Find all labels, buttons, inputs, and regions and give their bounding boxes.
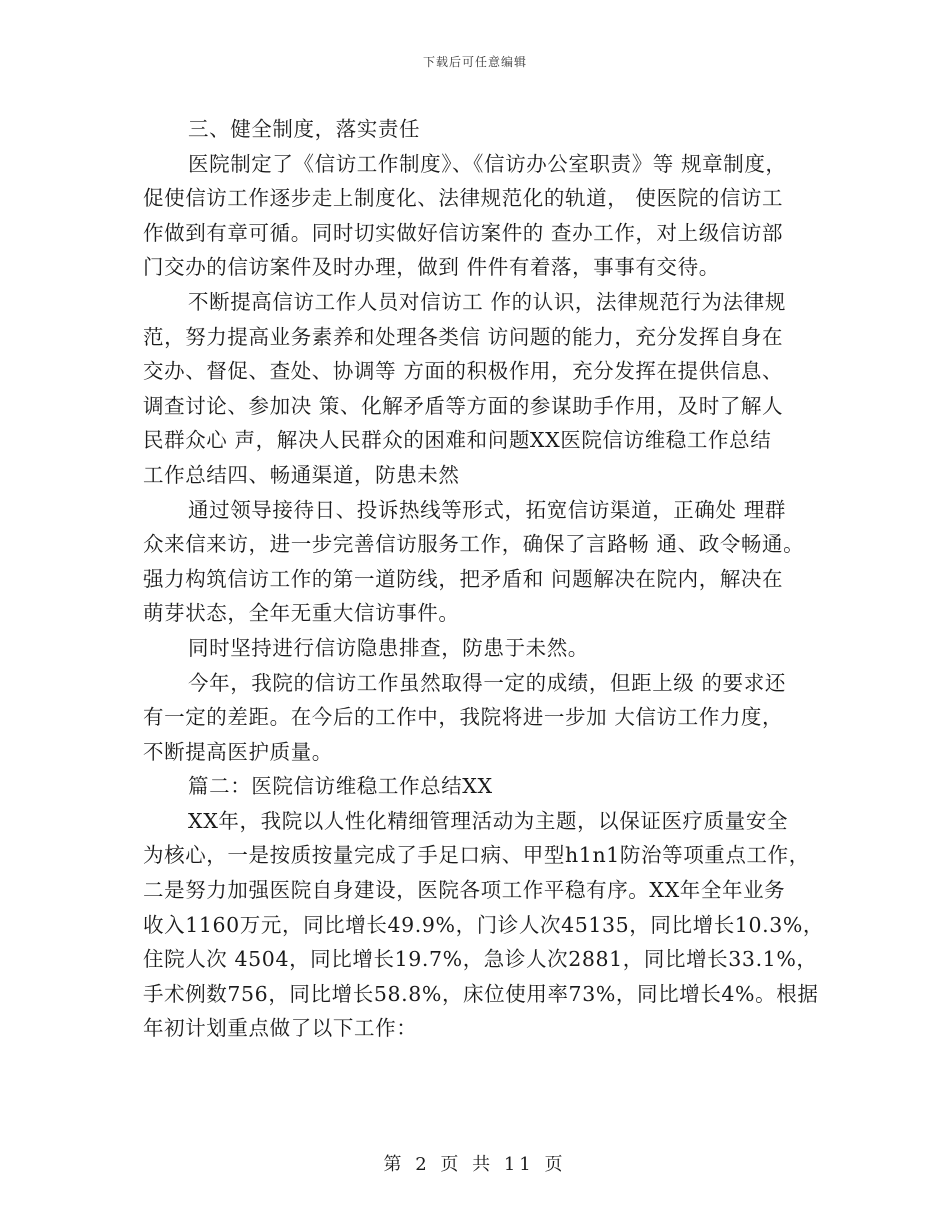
text-line: 同时坚持进行信访隐患排查，防患于未然。 — [188, 635, 589, 660]
text-line: 二是努力加强医院自身建设，医院各项工作平稳有序。XX年全年业务 — [143, 878, 786, 903]
page-number-footer: 第 2 页 共 11 页 — [383, 1154, 567, 1175]
text-line: 篇二：医院信访维稳工作总结XX — [188, 774, 493, 799]
text-line: 有一定的差距。在今后的工作中，我院将进一步加 大信访工作力度， — [143, 705, 784, 730]
text-line: 住院人次 4504，同比增长19.7%，急诊人次2881，同比增长33.1%， — [143, 947, 818, 972]
text-line: 众来信来访，进一步完善信访服务工作，确保了言路畅 通、政令畅通。 — [143, 532, 805, 557]
text-line: 三、健全制度，落实责任 — [188, 117, 421, 141]
text-line: 今年，我院的信访工作虽然取得一定的成绩，但距上级 的要求还 — [188, 670, 786, 695]
text-line: 范，努力提高业务素养和处理各类信 访问题的能力，充分发挥自身在 — [143, 324, 784, 349]
text-line: 为核心，一是按质按量完成了手足口病、甲型h1n1防治等项重点工作， — [143, 843, 810, 868]
text-line: 促使信访工作逐步走上制度化、法律规范化的轨道， 使医院的信访工 — [143, 186, 784, 211]
text-line: 萌芽状态，全年无重大信访事件。 — [143, 601, 460, 626]
text-line: 交办、督促、查处、协调等 方面的积极作用，充分发挥在提供信息、 — [143, 359, 784, 384]
page-header: 下载后可任意编辑 — [422, 55, 527, 69]
text-line: 门交办的信访案件及时办理，做到 件件有着落，事事有交待。 — [143, 255, 720, 280]
text-line: 通过领导接待日、投诉热线等形式，拓宽信访渠道，正确处 理群 — [188, 497, 786, 522]
text-line: 医院制定了《信访工作制度》、《信访办公室职责》等 规章制度， — [188, 151, 787, 176]
text-line: 作做到有章可循。同时切实做好信访案件的 查办工作，对上级信访部 — [143, 220, 784, 245]
text-line: 民群众心 声，解决人民群众的困难和问题XX医院信访维稳工作总结 — [143, 428, 772, 453]
text-line: 调查讨论、参加决 策、化解矛盾等方面的参谋助手作用，及时了解人 — [143, 393, 784, 418]
text-line: 收入1160万元，同比增长49.9%，门诊人次45135，同比增长10.3%， — [143, 912, 825, 937]
text-line: 年初计划重点做了以下工作： — [143, 1016, 418, 1041]
text-line: 不断提高信访工作人员对信访工 作的认识，法律规范行为法律规 — [188, 289, 786, 314]
text-line: 不断提高医护质量。 — [143, 739, 333, 764]
text-line: XX年，我院以人性化精细管理活动为主题，以保证医疗质量安全 — [188, 808, 789, 833]
text-line: 强力构筑信访工作的第一道防线，把矛盾和 问题解决在院内，解决在 — [143, 566, 784, 591]
document-body — [143, 112, 825, 1046]
text-line: 工作总结四、畅通渠道，防患未然 — [143, 462, 460, 487]
text-line: 手术例数756，同比增长58.8%，床位使用率73%，同比增长4%。根据 — [143, 981, 819, 1006]
